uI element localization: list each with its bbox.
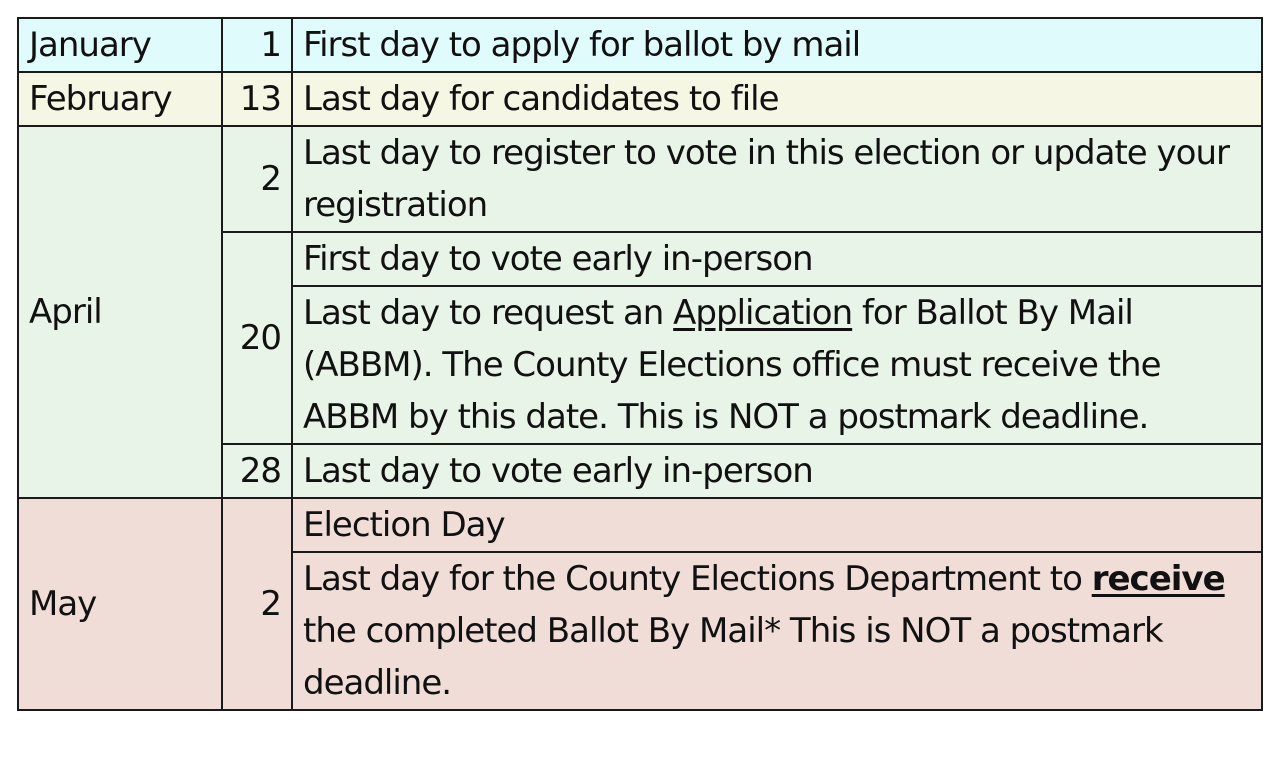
day-cell: 20 <box>222 232 292 444</box>
month-cell-january: January <box>18 18 222 72</box>
day-cell: 2 <box>222 498 292 710</box>
day-cell: 2 <box>222 126 292 232</box>
election-calendar-table <box>17 17 1263 711</box>
month-cell-february: February <box>18 72 222 126</box>
event-description: Last day to register to vote in this election or update your registration <box>292 126 1262 232</box>
event-description: First day to vote early in-person <box>292 232 1262 286</box>
table-row <box>18 498 1262 552</box>
description-text: for Ballot By Mail (ABBM). The County Elections office must receive the ABBM by this date. This is NOT a postmark deadline. <box>303 293 1161 437</box>
table-row <box>18 126 1262 232</box>
description-text: the completed Ballot By Mail* This is NOT a postmark deadline. <box>303 611 1163 703</box>
description-text: Last day to request an <box>303 293 674 333</box>
month-cell-april: April <box>18 126 222 498</box>
event-description: Election Day <box>292 498 1262 552</box>
event-description <box>292 552 1262 710</box>
table-row <box>18 18 1262 72</box>
table-row <box>18 72 1262 126</box>
event-description: First day to apply for ballot by mail <box>292 18 1262 72</box>
description-text: Last day for the County Elections Department to <box>303 559 1092 599</box>
event-description: Last day for candidates to file <box>292 72 1262 126</box>
day-cell: 28 <box>222 444 292 498</box>
month-cell-may: May <box>18 498 222 710</box>
emphasis-receive: receive <box>1091 559 1225 599</box>
day-cell: 13 <box>222 72 292 126</box>
event-description <box>292 286 1262 444</box>
day-cell: 1 <box>222 18 292 72</box>
application-link[interactable]: Application <box>673 293 853 333</box>
event-description: Last day to vote early in-person <box>292 444 1262 498</box>
